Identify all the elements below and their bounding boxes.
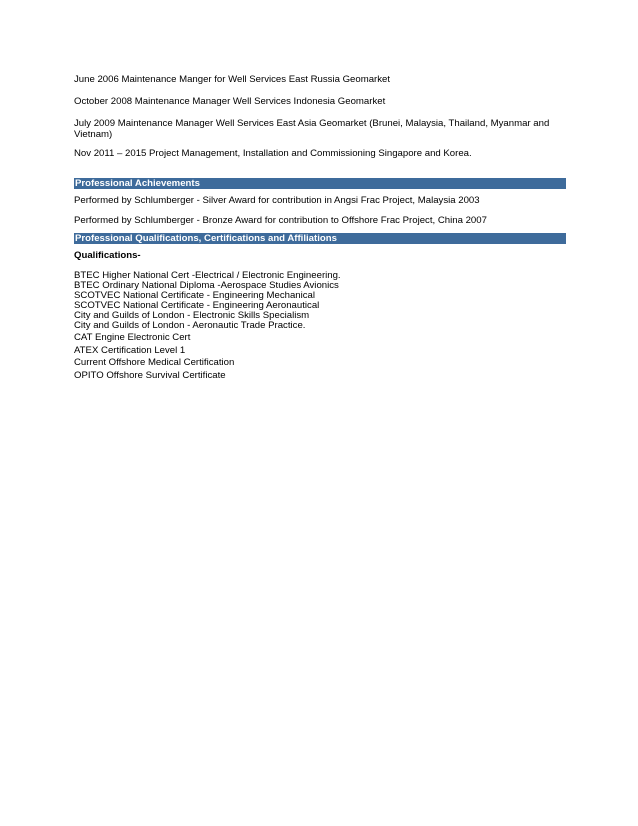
certification-item: Current Offshore Medical Certification [74, 357, 235, 368]
certification-item: OPITO Offshore Survival Certificate [74, 370, 226, 381]
qualification-item: SCOTVEC National Certificate - Engineering Aeronautical [74, 300, 320, 311]
achievements-heading: Professional Achievements [74, 178, 566, 189]
qualification-item: City and Guilds of London - Aeronautic Trade Practice. [74, 320, 306, 331]
experience-entry-2009: July 2009 Maintenance Manager Well Services East Asia Geomarket (Brunei, Malaysia, Thailand, Myanmar and Vietnam) [74, 118, 550, 140]
achievement-silver-award: Performed by Schlumberger - Silver Award for contribution in Angsi Frac Project, Malaysia 2003 [74, 195, 480, 206]
experience-entry-2006: June 2006 Maintenance Manger for Well Services East Russia Geomarket [74, 74, 391, 85]
qualification-item: City and Guilds of London - Electronic Skills Specialism [74, 310, 310, 321]
resume-page [74, 0, 566, 826]
certification-item: ATEX Certification Level 1 [74, 345, 186, 356]
achievement-bronze-award: Performed by Schlumberger - Bronze Award for contribution to Offshore Frac Project, China 2007 [74, 215, 487, 226]
qualification-item: SCOTVEC National Certificate - Engineering Mechanical [74, 290, 316, 301]
experience-entry-2011: Nov 2011 – 2015 Project Management, Installation and Commissioning Singapore and Korea. [74, 148, 472, 159]
qualification-item: BTEC Ordinary National Diploma -Aerospace Studies Avionics [74, 280, 339, 291]
experience-entry-2008: October 2008 Maintenance Manager Well Services Indonesia Geomarket [74, 96, 386, 107]
qualifications-heading: Professional Qualifications, Certifications and Affiliations [74, 233, 566, 244]
qualifications-subheading: Qualifications- [74, 250, 141, 261]
qualification-item: BTEC Higher National Cert -Electrical / Electronic Engineering. [74, 270, 341, 281]
certification-item: CAT Engine Electronic Cert [74, 332, 191, 343]
